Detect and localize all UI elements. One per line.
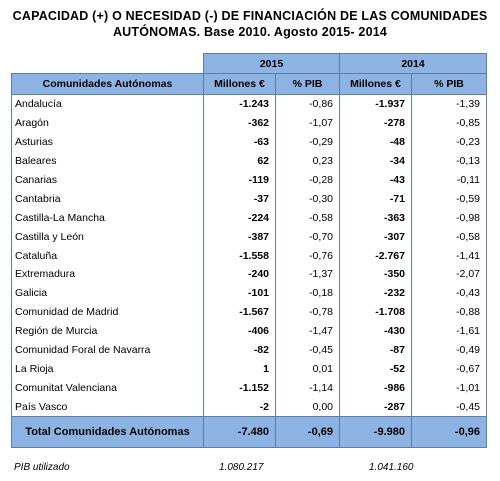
millones-2014-cell: -71: [340, 189, 412, 208]
pib-2015-cell: -0,30: [276, 189, 340, 208]
millones-2015-cell: -119: [204, 171, 276, 190]
pib-2014-cell: -1,61: [412, 322, 487, 341]
region-name-cell: Extremadura: [12, 265, 204, 284]
table-title: [0, 8, 500, 40]
pib-2015-cell: -1,14: [276, 378, 340, 397]
region-name-cell: Andalucía: [12, 95, 204, 114]
total-millones-2014: -9.980: [340, 417, 412, 448]
pib-2014-cell: -1,41: [412, 246, 487, 265]
pib-2014-cell: -2,07: [412, 265, 487, 284]
pib-2014-header: % PIB: [412, 74, 487, 95]
region-name-cell: Castilla y León: [12, 227, 204, 246]
pib-2015-cell: -0,45: [276, 341, 340, 360]
pib-2015-cell: 0,01: [276, 359, 340, 378]
pib-2014-cell: -1,39: [412, 95, 487, 114]
millones-2015-cell: -387: [204, 227, 276, 246]
millones-2014-cell: -1.937: [340, 95, 412, 114]
millones-2015-cell: -406: [204, 322, 276, 341]
millones-2014-cell: -287: [340, 397, 412, 416]
pib-2014-cell: -0,11: [412, 171, 487, 190]
table-row: [12, 114, 487, 133]
pib-2015-value: 1.080.217: [219, 462, 264, 473]
table-row: [12, 189, 487, 208]
total-pib-2014: -0,96: [412, 417, 487, 448]
pib-footer: [0, 462, 500, 476]
millones-2014-cell: -1.708: [340, 303, 412, 322]
pib-2015-cell: -1,07: [276, 114, 340, 133]
region-name-cell: Baleares: [12, 152, 204, 171]
title-line-2: AUTÓNOMAS. Base 2010. Agosto 2015- 2014: [112, 25, 388, 39]
millones-2014-header: Millones €: [340, 74, 412, 95]
millones-2015-header: Millones €: [204, 74, 276, 95]
pib-2015-cell: -1,37: [276, 265, 340, 284]
millones-2014-cell: -48: [340, 133, 412, 152]
pib-2014-cell: -0,45: [412, 397, 487, 416]
millones-2015-cell: 62: [204, 152, 276, 171]
table-row: [12, 284, 487, 303]
table-row: [12, 246, 487, 265]
pib-2014-cell: -0,23: [412, 133, 487, 152]
region-name-cell: País Vasco: [12, 397, 204, 416]
table-row: [12, 171, 487, 190]
total-pib-2015: -0,69: [276, 417, 340, 448]
region-name-cell: Asturias: [12, 133, 204, 152]
pib-2014-cell: -0,49: [412, 341, 487, 360]
millones-2015-cell: 1: [204, 359, 276, 378]
pib-2014-cell: -0,59: [412, 189, 487, 208]
region-name-cell: Cantabria: [12, 189, 204, 208]
millones-2014-cell: -350: [340, 265, 412, 284]
region-name-cell: Comunidad de Madrid: [12, 303, 204, 322]
millones-2015-cell: -1.558: [204, 246, 276, 265]
pib-2015-cell: 0,23: [276, 152, 340, 171]
table-row: [12, 322, 487, 341]
millones-2015-cell: -63: [204, 133, 276, 152]
pib-2015-cell: -0,58: [276, 208, 340, 227]
millones-2014-cell: -43: [340, 171, 412, 190]
millones-2015-cell: -224: [204, 208, 276, 227]
region-name-cell: Cataluña: [12, 246, 204, 265]
region-name-cell: Comunitat Valenciana: [12, 378, 204, 397]
pib-2015-cell: -0,78: [276, 303, 340, 322]
year-header-2015: 2015: [204, 54, 340, 74]
total-millones-2015: -7.480: [204, 417, 276, 448]
millones-2014-cell: -87: [340, 341, 412, 360]
region-column-header: Comunidades Autónomas: [12, 74, 204, 95]
pib-2014-cell: -0,88: [412, 303, 487, 322]
column-header-row: [12, 74, 487, 95]
table-row: [12, 208, 487, 227]
region-name-cell: Galicia: [12, 284, 204, 303]
millones-2014-cell: -363: [340, 208, 412, 227]
region-name-cell: La Rioja: [12, 359, 204, 378]
table-row: [12, 95, 487, 114]
millones-2014-cell: -232: [340, 284, 412, 303]
table-row: [12, 341, 487, 360]
millones-2015-cell: -1.243: [204, 95, 276, 114]
millones-2014-cell: -986: [340, 378, 412, 397]
millones-2015-cell: -82: [204, 341, 276, 360]
year-header-2014: 2014: [340, 54, 487, 74]
table-row: [12, 397, 487, 416]
pib-2014-cell: -0,43: [412, 284, 487, 303]
year-header-row: [12, 54, 487, 74]
table-row: [12, 152, 487, 171]
millones-2014-cell: -52: [340, 359, 412, 378]
table-row: [12, 303, 487, 322]
millones-2015-cell: -1.567: [204, 303, 276, 322]
millones-2015-cell: -1.152: [204, 378, 276, 397]
pib-2014-value: 1.041.160: [369, 462, 414, 473]
millones-2014-cell: -34: [340, 152, 412, 171]
pib-2014-cell: -1,01: [412, 378, 487, 397]
pib-2015-cell: -0,28: [276, 171, 340, 190]
millones-2015-cell: -101: [204, 284, 276, 303]
pib-2015-cell: -0,18: [276, 284, 340, 303]
pib-2015-cell: 0,00: [276, 397, 340, 416]
region-name-cell: Comunidad Foral de Navarra: [12, 341, 204, 360]
millones-2015-cell: -2: [204, 397, 276, 416]
blank-header-cell: [12, 54, 204, 74]
title-line-1: CAPACIDAD (+) O NECESIDAD (-) DE FINANCIACIÓN DE LAS COMUNIDADES: [12, 9, 488, 23]
table-row: [12, 378, 487, 397]
region-name-cell: Aragón: [12, 114, 204, 133]
millones-2014-cell: -278: [340, 114, 412, 133]
table-row: [12, 359, 487, 378]
pib-2014-cell: -0,85: [412, 114, 487, 133]
pib-footer-label: PIB utilizado: [14, 462, 70, 473]
millones-2014-cell: -2.767: [340, 246, 412, 265]
table-body: [12, 95, 487, 417]
financing-table: [11, 53, 487, 448]
table-row: [12, 265, 487, 284]
total-label: Total Comunidades Autónomas: [12, 417, 204, 448]
pib-2015-cell: -0,29: [276, 133, 340, 152]
millones-2015-cell: -37: [204, 189, 276, 208]
total-row: [12, 417, 487, 448]
region-name-cell: Canarias: [12, 171, 204, 190]
pib-2015-cell: -0,86: [276, 95, 340, 114]
millones-2014-cell: -430: [340, 322, 412, 341]
pib-2015-header: % PIB: [276, 74, 340, 95]
pib-2014-cell: -0,13: [412, 152, 487, 171]
table-row: [12, 227, 487, 246]
region-name-cell: Castilla-La Mancha: [12, 208, 204, 227]
pib-2015-cell: -0,76: [276, 246, 340, 265]
region-name-cell: Región de Murcia: [12, 322, 204, 341]
table-row: [12, 133, 487, 152]
pib-2014-cell: -0,58: [412, 227, 487, 246]
pib-2015-cell: -0,70: [276, 227, 340, 246]
pib-2015-cell: -1,47: [276, 322, 340, 341]
millones-2014-cell: -307: [340, 227, 412, 246]
millones-2015-cell: -240: [204, 265, 276, 284]
pib-2014-cell: -0,67: [412, 359, 487, 378]
pib-2014-cell: -0,98: [412, 208, 487, 227]
millones-2015-cell: -362: [204, 114, 276, 133]
